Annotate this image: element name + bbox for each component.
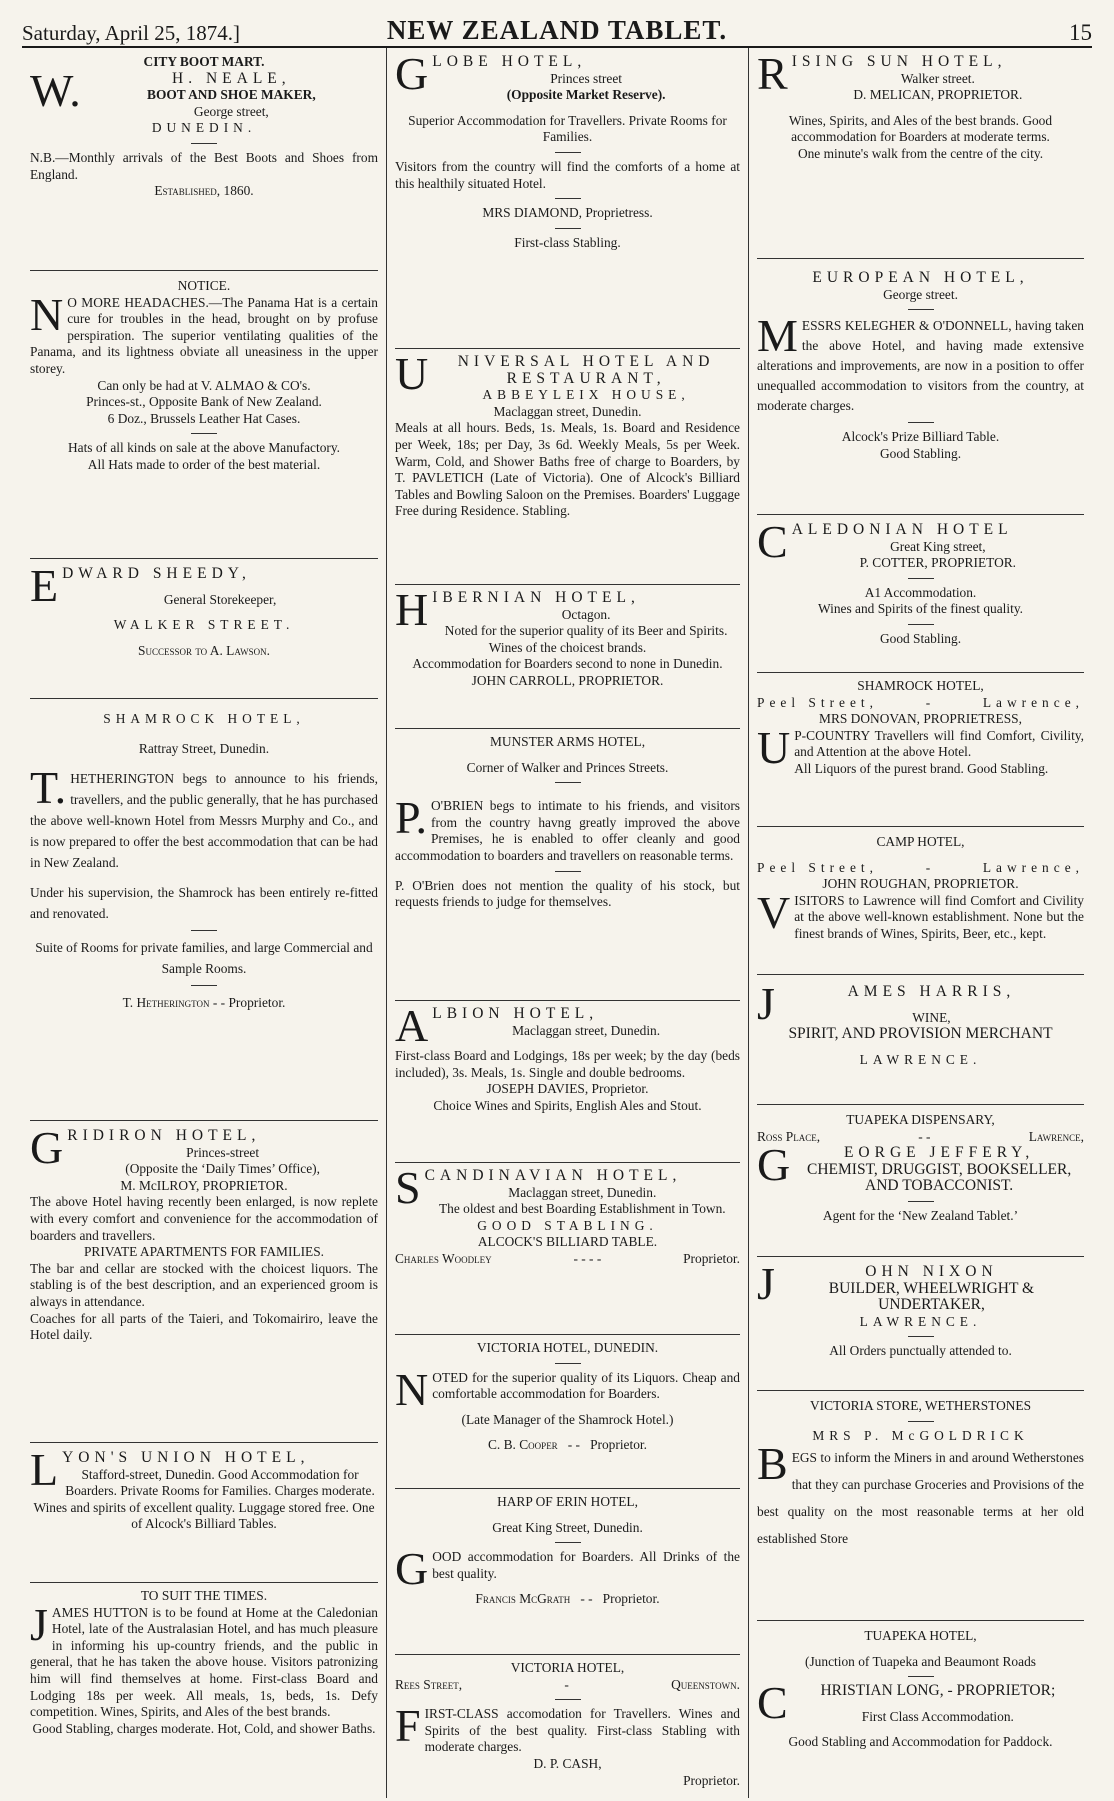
ad-line: Princes-st., Opposite Bank of New Zealand. — [86, 394, 322, 410]
ad-heading: TUAPEKA DISPENSARY, — [846, 1112, 995, 1127]
ad-munster-arms-hotel — [395, 734, 740, 911]
ad-name: HRISTIAN LONG, - PROPRIETOR; — [820, 1682, 1056, 1700]
ad-role: Proprietor. — [683, 1250, 740, 1266]
rule — [395, 728, 740, 729]
ad-name: OHN NIXON — [865, 1263, 998, 1280]
drop-cap: G — [395, 1543, 429, 1595]
ad-name: LOBE HOTEL, — [432, 53, 587, 70]
ad-body: P-COUNTRY Travellers will find Comfort, Civility, and Attention at the above Hotel. — [794, 727, 1084, 760]
ad-town: Queenstown. — [671, 1676, 740, 1692]
ad-john-nixon — [757, 1258, 1084, 1360]
ad-orders: All Orders punctually attended to. — [829, 1343, 1012, 1359]
divider — [555, 198, 581, 199]
ad-owner: Francis McGrath — [475, 1591, 571, 1607]
ad-body: All Liquors of the purest brand. Good Stabling. — [794, 760, 1049, 776]
ad-proprietor: JOHN ROUGHAN, PROPRIETOR. — [822, 876, 1019, 892]
ad-scandinavian-hotel — [395, 1162, 740, 1268]
ad-body: OOD accommodation for Boarders. All Drinks of the best quality. — [432, 1549, 740, 1581]
ad-notice — [30, 278, 378, 474]
rule — [395, 1334, 740, 1335]
ad-body: OTED for the superior quality of its Liquors. Cheap and comfortable accommodation for Boarders. — [432, 1369, 740, 1402]
ad-stabling: GOOD STABLING. — [477, 1217, 658, 1233]
ad-harp-of-erin-hotel — [395, 1494, 740, 1608]
ad-body: Wines, Spirits, and Ales of the best brands. Good accommodation for Boarders at moderate terms. — [788, 112, 1053, 145]
divider — [555, 1699, 581, 1700]
ad-globe-hotel — [395, 48, 740, 251]
drop-cap: U — [395, 348, 429, 399]
drop-cap: R — [757, 48, 788, 99]
divider — [908, 309, 934, 310]
drop-cap: J — [757, 978, 775, 1029]
rule — [395, 1488, 740, 1489]
drop-cap: W. — [30, 64, 81, 116]
ad-wines: Wines and Spirits of the finest quality. — [818, 601, 1023, 617]
drop-cap: C — [757, 1677, 788, 1729]
divider — [908, 1421, 934, 1422]
ad-heading: CAMP HOTEL, — [876, 834, 965, 849]
newspaper-title: NEW ZEALAND TABLET. — [386, 15, 728, 45]
ad-street: Great King street, — [890, 538, 986, 554]
page-number: 15 — [1069, 20, 1092, 45]
ad-late: (Late Manager of the Shamrock Hotel.) — [461, 1411, 674, 1427]
ad-dash: - — [925, 694, 936, 710]
ad-town: DUNEDIN. — [151, 120, 257, 136]
drop-cap: L — [30, 1444, 59, 1495]
divider — [908, 578, 934, 579]
ad-stabling: Good Stabling. — [879, 630, 962, 646]
ad-name: NIVERSAL HOTEL AND RESTAURANT, — [457, 353, 715, 387]
ad-name: D. P. CASH, — [533, 1755, 602, 1771]
ad-line: Hats of all kinds on sale at the above Manufactory. — [67, 440, 341, 456]
ad-heading: TUAPEKA HOTEL, — [864, 1628, 977, 1643]
rule — [757, 974, 1084, 975]
ad-name: IBERNIAN HOTEL, — [432, 589, 640, 606]
ad-universal-hotel — [395, 348, 740, 520]
ad-city-boot-mart — [30, 54, 378, 200]
ad-dash: - - — [580, 1591, 593, 1607]
ad-lyons-union-hotel — [30, 1444, 378, 1533]
ad-tuapeka-hotel — [757, 1628, 1084, 1751]
divider — [908, 422, 934, 423]
drop-cap: N — [30, 288, 64, 340]
drop-cap: A — [395, 1000, 429, 1051]
ad-name: YON'S UNION HOTEL, — [62, 1449, 310, 1466]
ad-trade: BOOT AND SHOE MAKER, — [147, 87, 316, 103]
ad-body: First-class Board and Lodgings, 18s per week; by the day (beds included), 3s. Meals, 1s. Single and double bedrooms. — [395, 1048, 740, 1080]
ad-street: George street, — [193, 103, 269, 119]
drop-cap: H — [395, 584, 429, 635]
ad-body: One minute's walk from the centre of the city. — [797, 145, 1044, 161]
ad-body: AMES HUTTON is to be found at Home at the Caledonian Hotel, late of the Australasian Hotel, and has much pleasure in informing his up-country friends, and the public in general, that he has taken the above house. Visitors patronizing him will find themselves at home. First-class Board and Lodging 18s per week. All meals, 1s, beds, 1s. Defy competition. Wines, Spirits, and Ales of the best brands. — [30, 1604, 378, 1720]
ad-camp-hotel — [757, 834, 1084, 943]
ad-victoria-store — [757, 1398, 1084, 1552]
ad-line: SPIRIT, AND PROVISION MERCHANT — [788, 1025, 1053, 1043]
divider — [908, 1201, 934, 1202]
ad-heading: CITY BOOT MART. — [143, 54, 265, 69]
drop-cap: B — [757, 1438, 788, 1490]
drop-cap: V — [757, 886, 791, 938]
ad-body: P. O'Brien does not mention the quality of his stock, but requests friends to judge for themselves. — [395, 877, 740, 910]
ad-body: Meals at all hours. Beds, 1s. Meals, 1s. Board and Residence per Week, 18s; per Day, 3s 6d. Weekly Meals, 5s per Week. Warm, Cold, and Shower Baths free of charge to Boarders, by T. PAVLETICH (Late of Victoria). One of Alcock's Billiard Tables and Bowling Saloon on the Premises. Boarders' Luggage Free during Residence. Stabling. — [395, 420, 740, 519]
divider — [555, 228, 581, 229]
ad-body: EGS to inform the Miners in and around Wetherstones that they can purchase Groceries and Provisions of the best quality on the most reasonable terms at her old established Store — [757, 1450, 1084, 1547]
rule — [395, 1000, 740, 1001]
ad-tuapeka-dispensary — [757, 1112, 1084, 1225]
rule — [30, 1582, 378, 1583]
ad-proprietor: JOHN CARROLL, PROPRIETOR. — [471, 672, 664, 688]
drop-cap: J — [30, 1598, 48, 1650]
ad-accom: Accommodation for Boarders second to none in Dunedin. — [412, 656, 723, 672]
ad-town: LAWRENCE. — [859, 1051, 982, 1067]
ad-dash: - — [925, 859, 936, 875]
rule — [395, 1654, 740, 1655]
ad-body: Noted for the superior quality of its Beer and Spirits. — [444, 623, 728, 639]
ad-owner: C. B. Cooper — [488, 1437, 558, 1453]
ad-street: Princes-street — [186, 1144, 260, 1160]
ad-owner: Charles Woodley — [395, 1250, 492, 1266]
ad-name: AMES HARRIS, — [847, 983, 1016, 1000]
ad-line: WINE, — [912, 1009, 951, 1025]
divider — [191, 433, 217, 434]
rule — [757, 1390, 1084, 1391]
ad-body: N.B.—Monthly arrivals of the Best Boots and Shoes from England. — [30, 149, 378, 182]
ad-dash: - — [564, 1676, 569, 1692]
ad-heading: VICTORIA HOTEL, — [510, 1660, 625, 1675]
drop-cap: T. — [30, 762, 67, 813]
ad-town: Lawrence, — [982, 694, 1084, 710]
ad-edward-sheedy — [30, 560, 378, 659]
rule — [757, 1256, 1084, 1257]
ad-street: Rattray Street, Dunedin. — [138, 741, 270, 756]
ad-shamrock-hotel — [30, 708, 378, 1013]
column-2 — [387, 48, 749, 1798]
divider — [555, 1542, 581, 1543]
ad-dash: - - - - — [573, 1250, 602, 1266]
ad-street: WALKER STREET. — [113, 617, 295, 633]
divider — [908, 1676, 934, 1677]
ad-role: Proprietor. — [683, 1772, 740, 1788]
ad-accom: First Class Accommodation. — [861, 1708, 1014, 1724]
ad-rising-sun-hotel — [757, 48, 1084, 163]
ad-opposite: (Opposite Market Reserve). — [506, 87, 666, 103]
ad-name: MRS P. McGOLDRICK — [812, 1427, 1029, 1443]
ad-street: Rees Street, — [395, 1676, 463, 1692]
ad-name: DWARD SHEEDY, — [62, 565, 251, 582]
ad-victoria-hotel-dunedin — [395, 1340, 740, 1454]
ad-body: O MORE HEADACHES.—The Panama Hat is a certain cure for troubles in the head, brought on by profuse perspiration. The superior ventilating qualities of the Panama, and its lightness obviate all uneasiness in the upper storey. — [30, 294, 378, 376]
ad-hibernian-hotel — [395, 584, 740, 690]
ad-role: Proprietor. — [228, 995, 286, 1010]
ad-street: Maclaggan street, Dunedin. — [493, 403, 642, 419]
ad-street: Corner of Walker and Princes Streets. — [466, 759, 669, 775]
ad-trade: BUILDER, WHEELWRIGHT & UNDERTAKER, — [828, 1279, 1035, 1314]
ad-heading: NOTICE. — [177, 278, 231, 293]
drop-cap: U — [757, 721, 791, 773]
ad-line: All Hats made to order of the best material. — [87, 456, 321, 472]
divider — [555, 782, 581, 783]
rule — [30, 698, 378, 699]
divider — [191, 143, 217, 144]
rule — [757, 1620, 1084, 1621]
ad-body: Visitors from the country will find the comforts of a home at this healthily situated Hotel. — [395, 158, 740, 191]
ad-body: The bar and cellar are stocked with the choicest liquors. The stabling is of the best description, and an experienced groom is always in attendance. — [30, 1260, 378, 1309]
ad-heading: MUNSTER ARMS HOTEL, — [489, 734, 646, 749]
ad-proprietor: JOSEPH DAVIES, Proprietor. — [486, 1081, 649, 1097]
drop-cap: F — [395, 1700, 421, 1752]
ad-body: HETHERINGTON begs to announce to his friends, travellers, and the public generally, that he has purchased the above well-known Hotel from Messrs Murphy and Co., and is now prepared to offer the best accommodation that can be had in New Zealand. — [30, 771, 378, 870]
ad-place: Ross Place, — [757, 1128, 821, 1144]
drop-cap: N — [395, 1363, 429, 1415]
drop-cap: M — [757, 310, 798, 362]
ad-accom: A1 Accommodation. — [864, 584, 977, 600]
ad-street: Princes street — [550, 70, 622, 86]
ad-name: LBION HOTEL, — [432, 1005, 599, 1022]
ad-trade: CHEMIST, DRUGGIST, BOOKSELLER, AND TOBACCONIST. — [807, 1160, 1072, 1195]
ad-street: Peel Street, — [757, 859, 878, 875]
ad-name: ISING SUN HOTEL, — [791, 53, 1007, 70]
ad-street: Peel Street, — [757, 694, 878, 710]
rule — [757, 826, 1084, 827]
ad-junction: (Junction of Tuapeka and Beaumont Roads — [805, 1653, 1036, 1669]
rule — [30, 1442, 378, 1443]
rule — [30, 270, 378, 271]
ad-heading: HARP OF ERIN HOTEL, — [497, 1494, 638, 1509]
rule — [757, 672, 1084, 673]
ad-role: Proprietor. — [602, 1591, 660, 1607]
ad-owner: MRS DONOVAN, PROPRIETRESS, — [819, 711, 1022, 727]
rule — [757, 1104, 1084, 1105]
ad-dash: - - — [918, 1128, 931, 1144]
drop-cap: C — [757, 516, 788, 567]
ad-heading: VICTORIA STORE, WETHERSTONES — [809, 1398, 1032, 1413]
ad-stabling: Good Stabling. — [879, 445, 962, 461]
ad-street: Maclaggan street, Dunedin. — [512, 1022, 661, 1038]
divider — [555, 152, 581, 153]
divider — [191, 930, 217, 931]
rule — [395, 348, 740, 349]
drop-cap: J — [757, 1258, 775, 1309]
ad-street: Maclaggan street, Dunedin. — [508, 1184, 657, 1200]
divider — [908, 1336, 934, 1337]
ad-established: Established, 1860. — [154, 183, 254, 199]
rule — [757, 258, 1084, 259]
ad-billiard: ALCOCK'S BILLIARD TABLE. — [477, 1234, 658, 1250]
ad-heading: VICTORIA HOTEL, DUNEDIN. — [476, 1340, 659, 1355]
ad-body: O'BRIEN begs to intimate to his friends, and visitors from the country havng greatly improved the above Premises, he is enabled to offer cleanly and good accommodation to boarders and travellers on reasonable terms. — [395, 798, 740, 863]
drop-cap: G — [30, 1122, 64, 1173]
ad-name: RIDIRON HOTEL, — [67, 1127, 261, 1144]
ad-body: Stafford-street, Dunedin. Good Accommodation for Boarders. Private Rooms for Families. Charges moderate. Wines and spirits of excellent quality. Luggage stored free. One of Alcock's Billiard Tables. — [33, 1466, 375, 1532]
ad-james-harris — [757, 978, 1084, 1068]
ad-heading: TO SUIT THE TIMES. — [140, 1588, 268, 1603]
ad-name: ALEDONIAN HOTEL — [791, 521, 1013, 538]
column-1 — [22, 48, 387, 1798]
ad-proprietor: P. COTTER, PROPRIETOR. — [859, 555, 1017, 571]
ad-to-suit-the-times — [30, 1588, 378, 1737]
ad-street: Walker street. — [900, 70, 975, 86]
ad-street: Octagon. — [561, 606, 611, 622]
ad-heading: SHAMROCK HOTEL, — [857, 678, 984, 693]
ad-body: Superior Accommodation for Travellers. Private Rooms for Families. — [408, 112, 727, 145]
ad-owner: MRS DIAMOND, Proprietress. — [482, 205, 653, 221]
ad-body: Choice Wines and Spirits, English Ales and Stout. — [433, 1097, 702, 1113]
ad-shamrock-hotel-lawrence — [757, 678, 1084, 778]
ad-european-hotel — [757, 270, 1084, 462]
ad-heading: SHAMROCK HOTEL, — [103, 711, 305, 726]
ad-albion-hotel — [395, 1000, 740, 1115]
drop-cap: G — [395, 48, 429, 99]
divider — [191, 985, 217, 986]
ad-name: EORGE JEFFERY, — [843, 1144, 1035, 1162]
ad-line: Can only be had at V. ALMAO & CO's. — [97, 377, 311, 393]
ad-body: Under his supervision, the Shamrock has been entirely re-fitted and renovated. — [30, 885, 378, 921]
rule — [30, 558, 378, 559]
ad-billiard: Alcock's Prize Billiard Table. — [841, 429, 1000, 445]
masthead — [22, 6, 1092, 48]
ad-subheading: PRIVATE APARTMENTS FOR FAMILIES. — [83, 1244, 325, 1260]
ad-heading: EUROPEAN HOTEL, — [812, 269, 1029, 286]
ad-trade: General Storekeeper, — [163, 591, 277, 607]
ad-street: George street. — [883, 286, 958, 302]
ad-house: ABBEYLEIX HOUSE, — [482, 387, 690, 403]
ad-body: ISITORS to Lawrence will find Comfort and Civility at the above well-known establishment. None but the finest brands of Wines, Spirits, Beer, etc., kept. — [794, 892, 1084, 941]
ad-agent: Agent for the ‘New Zealand Tablet.’ — [822, 1207, 1019, 1223]
drop-cap: G — [757, 1139, 791, 1191]
drop-cap: E — [30, 560, 59, 611]
ad-body: Good Stabling, charges moderate. Hot, Cold, and shower Baths. — [32, 1720, 376, 1736]
divider — [555, 871, 581, 872]
ad-line: 6 Doz., Brussels Leather Hat Cases. — [107, 410, 301, 426]
ad-stabling: Good Stabling and Accommodation for Paddock. — [788, 1734, 1053, 1750]
ad-dash: - - — [212, 995, 226, 1010]
ad-town: LAWRENCE. — [859, 1313, 982, 1329]
ad-wines: Wines of the choicest brands. — [488, 639, 647, 655]
rule — [757, 514, 1084, 515]
divider — [908, 624, 934, 625]
ad-caledonian-hotel — [757, 516, 1084, 648]
ad-body: ESSRS KELEGHER & O'DONNELL, having taken the above Hotel, and having made extensive alterations and improvements, are now in a position to offer unequalled accommodation to visitors from the country, at moderate charges. — [757, 318, 1084, 414]
ad-body: Coaches for all parts of the Taieri, and Tokomairiro, leave the Hotel daily. — [30, 1310, 378, 1343]
ad-role: Proprietor. — [590, 1437, 647, 1453]
rule — [395, 584, 740, 585]
ad-dash: - - — [567, 1437, 581, 1453]
ad-stabling: First-class Stabling. — [514, 234, 621, 250]
divider — [555, 1363, 581, 1364]
ad-successor: Successor to A. Lawson. — [138, 642, 270, 658]
drop-cap: S — [395, 1162, 421, 1213]
ad-body: The above Hotel having recently been enlarged, is now replete with every comfort and convenience for the accommodation of boarders and travellers. — [30, 1194, 378, 1243]
ad-proprietor: M. McILROY, PROPRIETOR. — [120, 1177, 288, 1193]
ad-victoria-hotel-queenstown — [395, 1660, 740, 1789]
columns — [22, 48, 1092, 1798]
rule — [30, 1120, 378, 1121]
issue-date: Saturday, April 25, 1874.] — [22, 21, 240, 45]
column-3 — [749, 48, 1092, 1798]
ad-town: Lawrence, — [1028, 1128, 1084, 1144]
drop-cap: P. — [395, 792, 427, 844]
ad-body: Suite of Rooms for private families, and large Commercial and Sample Rooms. — [35, 940, 373, 976]
ad-street: Great King Street, Dunedin. — [492, 1519, 643, 1535]
ad-body: IRST-CLASS accomodation for Travellers. Wines and Spirits of the best quality. First-class Stabling with moderate charges. — [424, 1706, 740, 1755]
ad-town: Lawrence, — [982, 859, 1084, 875]
ad-body: The oldest and best Boarding Establishment in Town. — [438, 1201, 726, 1217]
ad-proprietor: D. MELICAN, PROPRIETOR. — [853, 87, 1023, 103]
ad-name: CANDINAVIAN HOTEL, — [424, 1167, 682, 1184]
ad-owner: T. Hetherington — [122, 995, 210, 1010]
ad-name: H. NEALE, — [172, 69, 291, 87]
ad-gridiron-hotel — [30, 1122, 378, 1344]
rule — [395, 1162, 740, 1163]
ad-opposite: (Opposite the ‘Daily Times’ Office), — [125, 1161, 320, 1177]
